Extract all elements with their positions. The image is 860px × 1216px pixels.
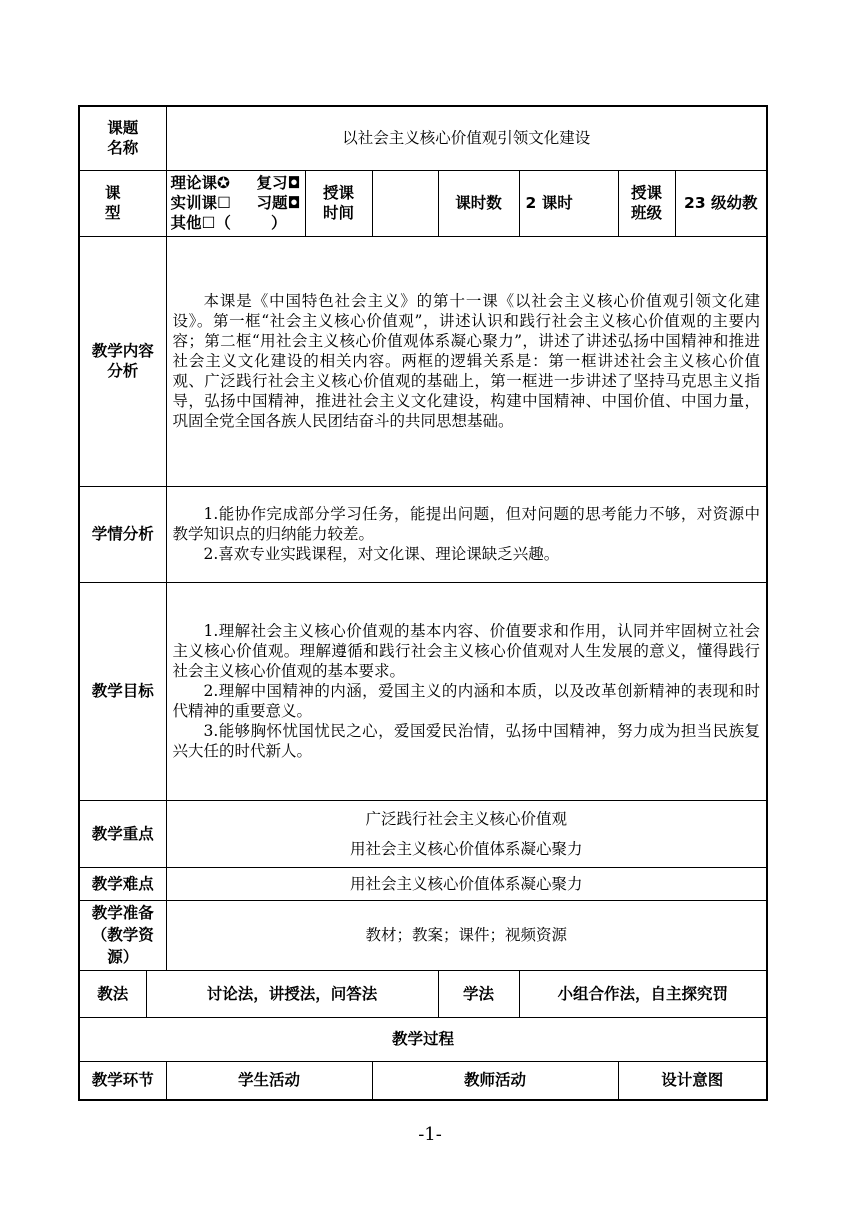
course-type-label: 课 型 [79, 170, 166, 236]
hours-value: 2 课时 [519, 170, 618, 236]
title-row [79, 106, 767, 170]
title-label-line1: 课题 [107, 119, 139, 138]
class-label: 授课 班级 [618, 170, 675, 236]
difficulties-label: 教学难点 [79, 867, 166, 900]
option-practical[interactable]: 实训课☐ [170, 194, 231, 212]
student-analysis-item: 1.能协作完成部分学习任务，能提出问题，但对问题的思考能力不够，对资源中教学知识点的归纳能力较差。 [172, 505, 761, 543]
process-header-row [79, 1061, 767, 1100]
content-analysis-row [79, 236, 767, 486]
process-col-teacher: 教师活动 [372, 1061, 618, 1100]
teaching-method-label: 教法 [79, 970, 146, 1017]
key-points-row [79, 800, 767, 867]
objectives-row [79, 582, 767, 800]
content-analysis-text: 本课是《中国特色社会主义》的第十一课《以社会主义核心价值观引领文化建设》。第一框“社会主义核心价值观”，讲述认识和践行社会主义核心价值观的主要内容；第二框“用社会主义核心价值观体系凝心聚力”，讲述了讲述弘扬中国精神和推进社会主义文化建设的相关内容。两框的逻辑关系是：第一框讲述社会主义核心价值观、广泛践行社会主义核心价值观的基础上，第一框进一步讲述了坚持马克思主义指导，弘扬中国精神，推进社会主义文化建设，构建中国精神、中国价值、中国力量，巩固全党全国各族人民团结奋斗的共同思想基础。 [166, 236, 767, 486]
class-value: 23 级幼教 [675, 170, 767, 236]
methods-row [79, 970, 767, 1017]
learning-method-label: 学法 [438, 970, 519, 1017]
student-analysis-label: 学情分析 [79, 486, 166, 582]
title-label [79, 106, 166, 170]
process-col-stage: 教学环节 [79, 1061, 166, 1100]
option-theory[interactable]: 理论课✪ [170, 174, 231, 192]
learning-method-value: 小组合作法，自主探究罚 [519, 970, 767, 1017]
student-analysis-text [166, 486, 767, 582]
key-points-text: 广泛践行社会主义核心价值观 用社会主义核心价值体系凝心聚力 [166, 800, 767, 867]
course-type-option-row [171, 213, 301, 233]
option-review[interactable]: 复习◘ [256, 174, 301, 192]
difficulties-row [79, 867, 767, 900]
objective-item: 3.能够胸怀忧国忧民之心，爱国爱民治情，弘扬中国精神，努力成为担当民族复兴大任的时代新人。 [172, 722, 761, 760]
option-exercise[interactable]: 习题◘ [256, 194, 301, 212]
title-label-line2: 名称 [107, 139, 139, 158]
option-other[interactable]: 其他☐（ [170, 214, 231, 232]
course-type-row [79, 170, 767, 236]
preparation-label: 教学准备 （教学资 源） [79, 900, 166, 970]
difficulties-text: 用社会主义核心价值体系凝心聚力 [166, 867, 767, 900]
teaching-time-label: 授课 时间 [305, 170, 372, 236]
process-col-intent: 设计意图 [618, 1061, 767, 1100]
hours-label: 课时数 [438, 170, 519, 236]
student-analysis-item: 2.喜欢专业实践课程，对文化课、理论课缺乏兴趣。 [203, 545, 560, 563]
process-title-row [79, 1017, 767, 1061]
course-type-option-row [171, 173, 301, 193]
objective-item: 2.理解中国精神的内涵，爱国主义的内涵和本质，以及改革创新精神的表现和时代精神的重要意义。 [172, 682, 761, 720]
objective-item: 1.理解社会主义核心价值观的基本内容、价值要求和作用，认同并牢固树立社会主义核心价值观。理解遵循和践行社会主义核心价值观对人生发展的意义，懂得践行社会主义核心价值观的基本要求。 [172, 622, 761, 680]
teaching-method-value: 讨论法，讲授法，问答法 [146, 970, 438, 1017]
preparation-text: 教材；教案；课件；视频资源 [166, 900, 767, 970]
lesson-plan-table [78, 105, 768, 1101]
course-type-option-row [171, 193, 301, 213]
process-col-student: 学生活动 [166, 1061, 372, 1100]
teaching-time-value [372, 170, 438, 236]
process-title: 教学过程 [79, 1017, 767, 1061]
lesson-title: 以社会主义核心价值观引领文化建设 [166, 106, 767, 170]
key-points-label: 教学重点 [79, 800, 166, 867]
objectives-label: 教学目标 [79, 582, 166, 800]
option-other-close: ） [271, 214, 287, 232]
course-type-options [166, 170, 305, 236]
student-analysis-row [79, 486, 767, 582]
objectives-text [166, 582, 767, 800]
content-analysis-label: 教学内容 分析 [79, 236, 166, 486]
preparation-row [79, 900, 767, 970]
page-number: -1- [418, 1124, 442, 1145]
